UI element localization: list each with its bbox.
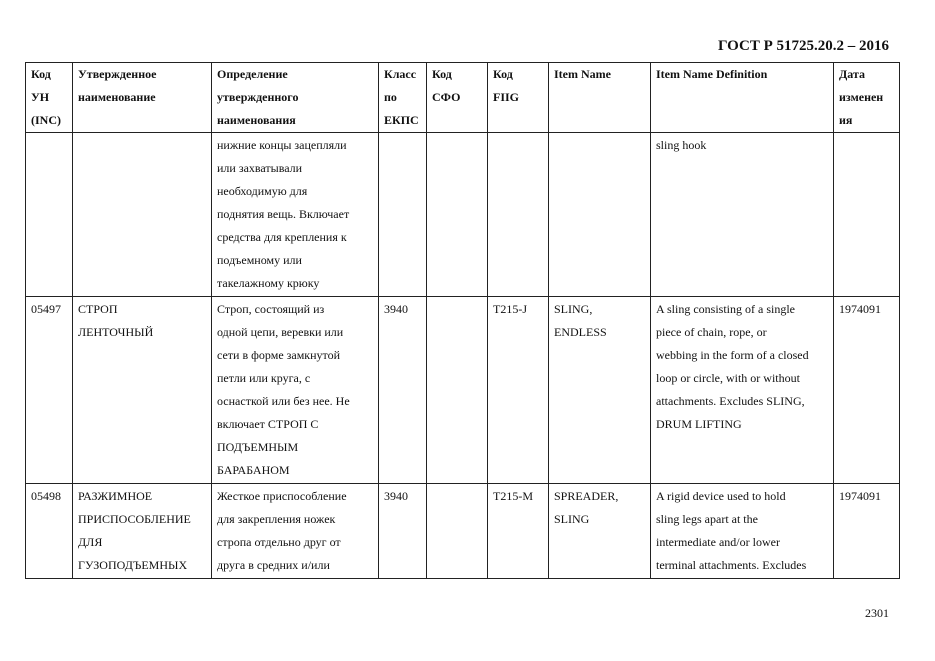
cell-item-name: SLING, ENDLESS	[549, 297, 651, 484]
cell-definition: нижние концы зацепляли или захватывали необходимую для поднятия вещь. Включает средства для крепления к подъемному или такелажному крюку	[212, 133, 379, 297]
table-row	[26, 297, 900, 484]
cell-ekps-class	[379, 133, 427, 297]
header-approved-name: Утвержденное наименование	[73, 63, 212, 133]
item-name-table	[25, 62, 900, 579]
header-item-name-definition: Item Name Definition	[651, 63, 834, 133]
cell-change-date	[834, 133, 900, 297]
header-sfo-code: Код СФО	[427, 63, 488, 133]
cell-fiig-code: T215-M	[488, 484, 549, 579]
header-approved-name-definition: Определение утвержденного наименования	[212, 63, 379, 133]
header-change-date: Дата изменен ия	[834, 63, 900, 133]
cell-change-date: 1974091	[834, 484, 900, 579]
table-row	[26, 484, 900, 579]
cell-fiig-code	[488, 133, 549, 297]
cell-approved-name: СТРОП ЛЕНТОЧНЫЙ	[73, 297, 212, 484]
header-ekps-class: Класс по ЕКПС	[379, 63, 427, 133]
page-number: 2301	[865, 606, 889, 620]
cell-sfo-code	[427, 297, 488, 484]
cell-item-name-definition: A rigid device used to hold sling legs apart at the intermediate and/or lower terminal attachments. Excludes	[651, 484, 834, 579]
cell-item-name-definition: A sling consisting of a single piece of chain, rope, or webbing in the form of a closed loop or circle, with or without attachments. Excludes SLING, DRUM LIFTING	[651, 297, 834, 484]
header-fiig-code: Код FIIG	[488, 63, 549, 133]
cell-ekps-class: 3940	[379, 297, 427, 484]
document-title: ГОСТ Р 51725.20.2 – 2016	[717, 38, 889, 54]
cell-inc-code	[26, 133, 73, 297]
header-item-name: Item Name	[549, 63, 651, 133]
cell-ekps-class: 3940	[379, 484, 427, 579]
cell-approved-name	[73, 133, 212, 297]
cell-item-name-definition: sling hook	[651, 133, 834, 297]
cell-item-name	[549, 133, 651, 297]
cell-definition: Жесткое приспособление для закрепления ножек стропа отдельно друг от друга в средних и/или	[212, 484, 379, 579]
cell-fiig-code: T215-J	[488, 297, 549, 484]
cell-definition: Строп, состоящий из одной цепи, веревки или сети в форме замкнутой петли или круга, с оснасткой или без нее. Не включает СТРОП С ПОДЪЕМНЫМ БАРАБАНОМ	[212, 297, 379, 484]
table-header-row	[26, 63, 900, 133]
cell-inc-code: 05497	[26, 297, 73, 484]
cell-change-date: 1974091	[834, 297, 900, 484]
cell-approved-name: РАЗЖИМНОЕ ПРИСПОСОБЛЕНИЕ ДЛЯ ГУЗОПОДЪЕМНЫХ	[73, 484, 212, 579]
cell-sfo-code	[427, 133, 488, 297]
cell-sfo-code	[427, 484, 488, 579]
table-row	[26, 133, 900, 297]
cell-item-name: SPREADER, SLING	[549, 484, 651, 579]
header-inc-code: Код УН (INC)	[26, 63, 73, 133]
cell-inc-code: 05498	[26, 484, 73, 579]
